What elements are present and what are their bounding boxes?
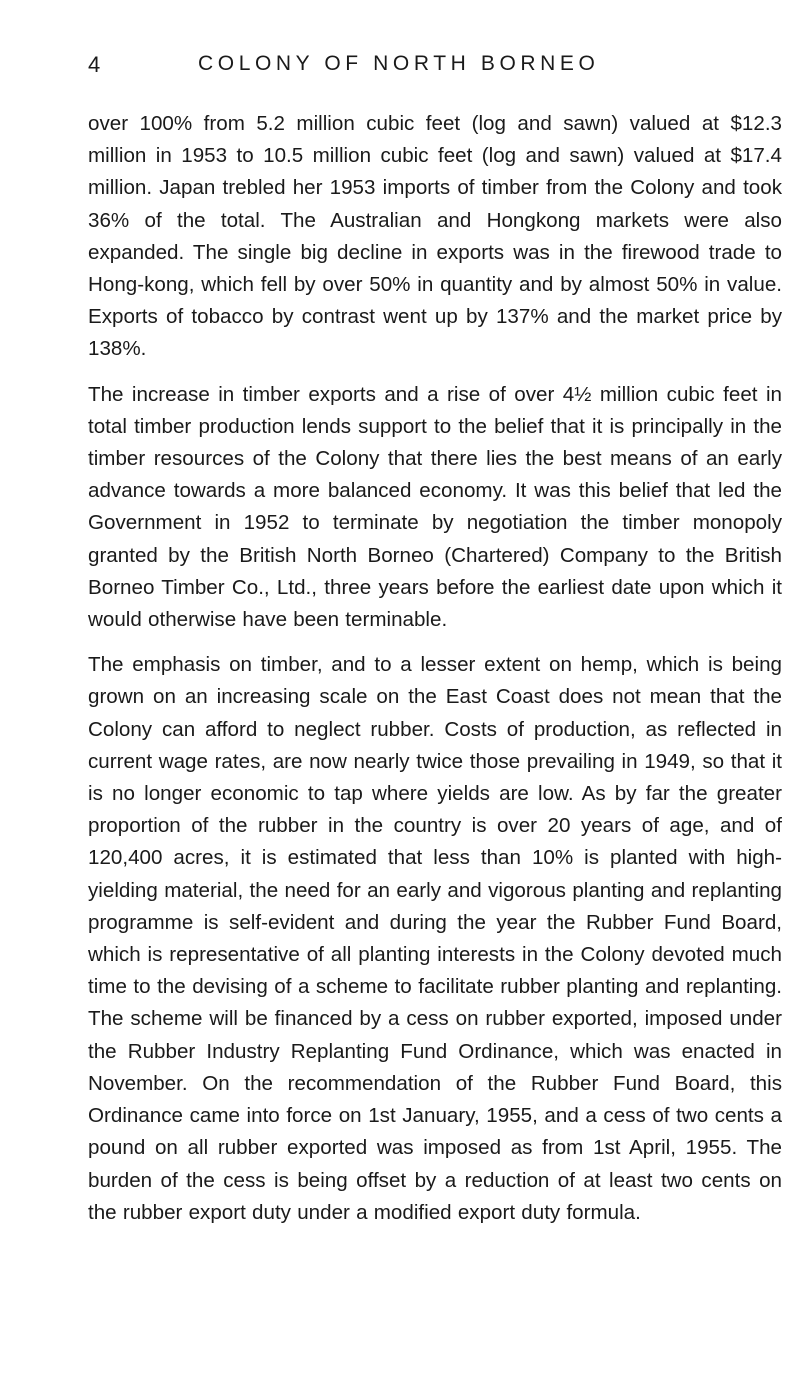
page-header [88, 52, 738, 82]
running-title: COLONY OF NORTH BORNEO [198, 52, 600, 75]
paragraph-rubber: The emphasis on timber, and to a lesser extent on hemp, which is being grown on an increasing scale on the East Coast does not mean that the Colony can afford to neglect rubber. Costs of production, as reflected in current wage rates, are now nearly twice those prevailing in 1949, so that it is no longer economic to tap where yields are low. As by far the greater proportion of the rubber in the country is over 20 years of age, and of 120,400 acres, it is estimated that less than 10% is planted with high-yielding material, the need for an early and vigorous planting and replanting programme is self-evident and during the year the Rubber Fund Board, which is representative of all planting interests in the Colony devoted much time to the devising of a scheme to facilitate rubber planting and replanting. The scheme will be financed by a cess on rubber exported, imposed under the Rubber Industry Replanting Fund Ordinance, which was enacted in November. On the recommendation of the Rubber Fund Board, this Ordinance came into force on 1st January, 1955, and a cess of two cents a pound on all rubber exported was imposed as from 1st April, 1955. The burden of the cess is being offset by a reduction of at least two cents on the rubber export duty under a modified export duty formula. [88, 653, 782, 1224]
page-number: 4 [88, 52, 102, 77]
paragraph-timber-production: The increase in timber exports and a rise of over 4½ million cubic feet in total timber production lends support to the belief that it is principally in the timber resources of the Colony that there lies the best means of an early advance towards a more balanced economy. It was this belief that led the Government in 1952 to terminate by negotiation the timber monopoly granted by the British North Borneo (Chartered) Company to the British Borneo Timber Co., Ltd., three years before the earliest date upon which it would otherwise have been terminable. [88, 382, 782, 632]
body-text [88, 108, 782, 1229]
paragraph-timber-exports: over 100% from 5.2 million cubic feet (log and sawn) valued at $12.3 million in 1953 to 10.5 million cubic feet (log and sawn) valued at $17.4 million. Japan trebled her 1953 imports of timber from the Colony and took 36% of the total. The Australian and Hongkong markets were also expanded. The single big decline in exports was in the firewood trade to Hong-kong, which fell by over 50% in quantity and by almost 50% in value. Exports of tobacco by contrast went up by 137% and the market price by 138%. [88, 112, 782, 361]
